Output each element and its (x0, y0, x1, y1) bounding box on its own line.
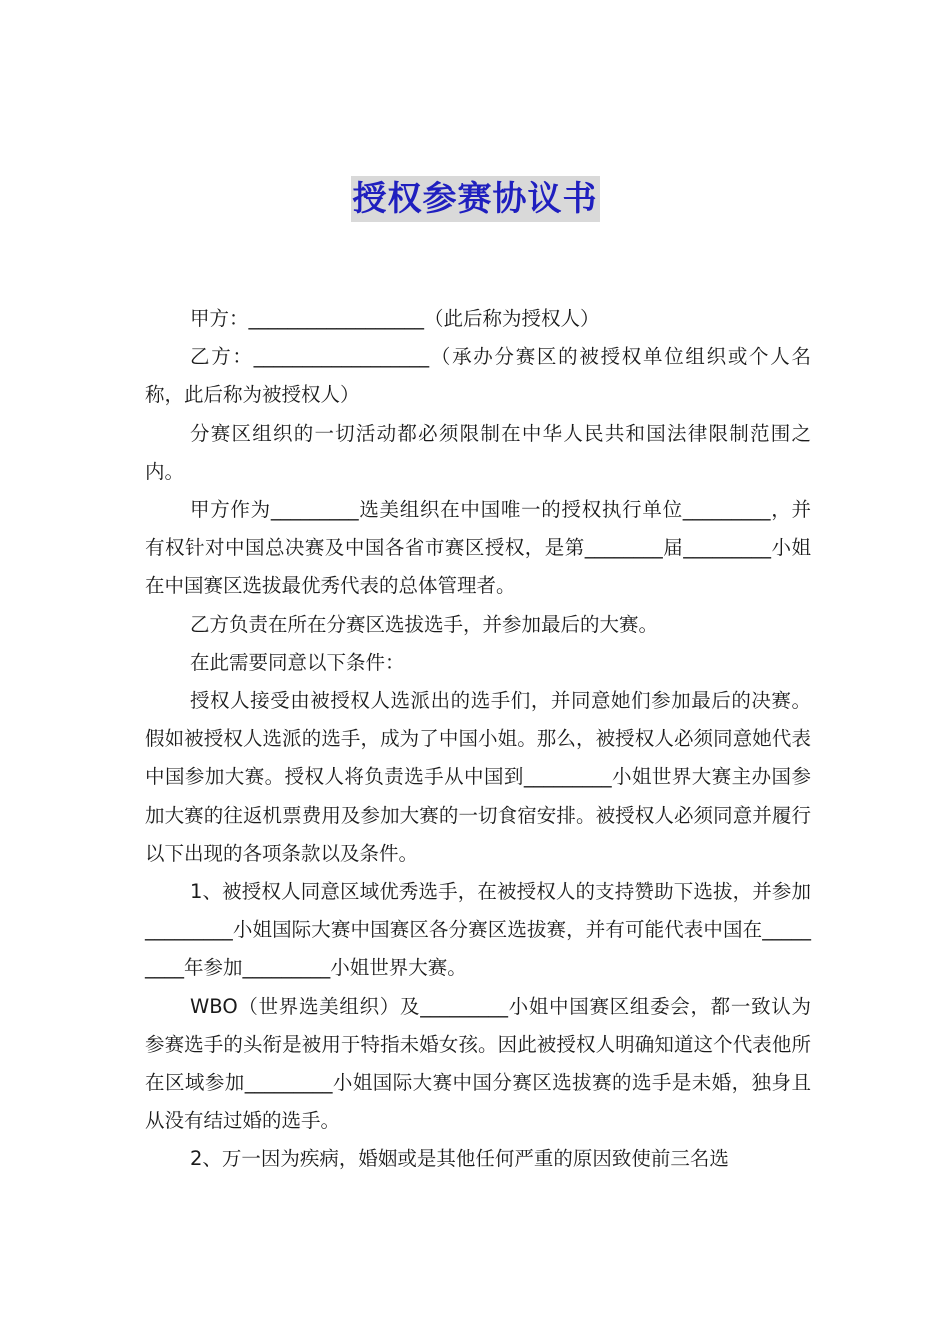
paragraph-legal-scope: 分赛区组织的一切活动都必须限制在中华人民共和国法律限制范围之内。 (145, 421, 811, 483)
paragraph-conditions-intro: 在此需要同意以下条件： (190, 650, 405, 674)
paragraph-authorization: 授权人接受由被授权人选派出的选手们，并同意她们参加最后的决赛。假如被授权人选派的选手，成为了中国小姐。那么，被授权人必须同意她代表中国参加大赛。授权人将负责选手从中国到_________小姐世界大赛主办国参加大赛的往返机票费用及参加大赛的一切食宿安排。被授权人必须同意并履行以下出现的各项条款以及条件。 (145, 689, 811, 865)
document-title: 授权参赛协议书 (351, 176, 600, 222)
party-a-line: 甲方：__________________（此后称为授权人） (190, 307, 600, 330)
clause-1: 1、被授权人同意区域优秀选手，在被授权人的支持赞助下选拔，并参加_________小姐国际大赛中国赛区各分赛区选拔赛，并有可能代表中国在_________年参加_________小姐世界大赛。 (145, 880, 811, 980)
document-body (145, 300, 811, 1179)
paragraph-party-a-role: 甲方作为_________选美组织在中国唯一的授权执行单位_________，并有权针对中国总决赛及中国各省市赛区授权，是第________届_________小姐在中国赛区选拔最优秀代表的总体管理者。 (145, 498, 811, 598)
clause-2: 2、万一因为疾病，婚姻或是其他任何严重的原因致使前三名选 (190, 1147, 729, 1171)
paragraph-wbo: WBO（世界选美组织）及_________小姐中国赛区组委会，都一致认为参赛选手的头衔是被用于特指未婚女孩。因此被授权人明确知道这个代表他所在区域参加_________小姐国际大赛中国分赛区选拔赛的选手是未婚，独身且从没有结过婚的选手。 (145, 994, 811, 1133)
title-container (0, 176, 950, 222)
paragraph-party-b-duty: 乙方负责在所在分赛区选拔选手，并参加最后的大赛。 (190, 612, 659, 636)
party-b-line: 乙方：__________________（承办分赛区的被授权单位组织或个人名称，此后称为被授权人） (145, 345, 811, 407)
